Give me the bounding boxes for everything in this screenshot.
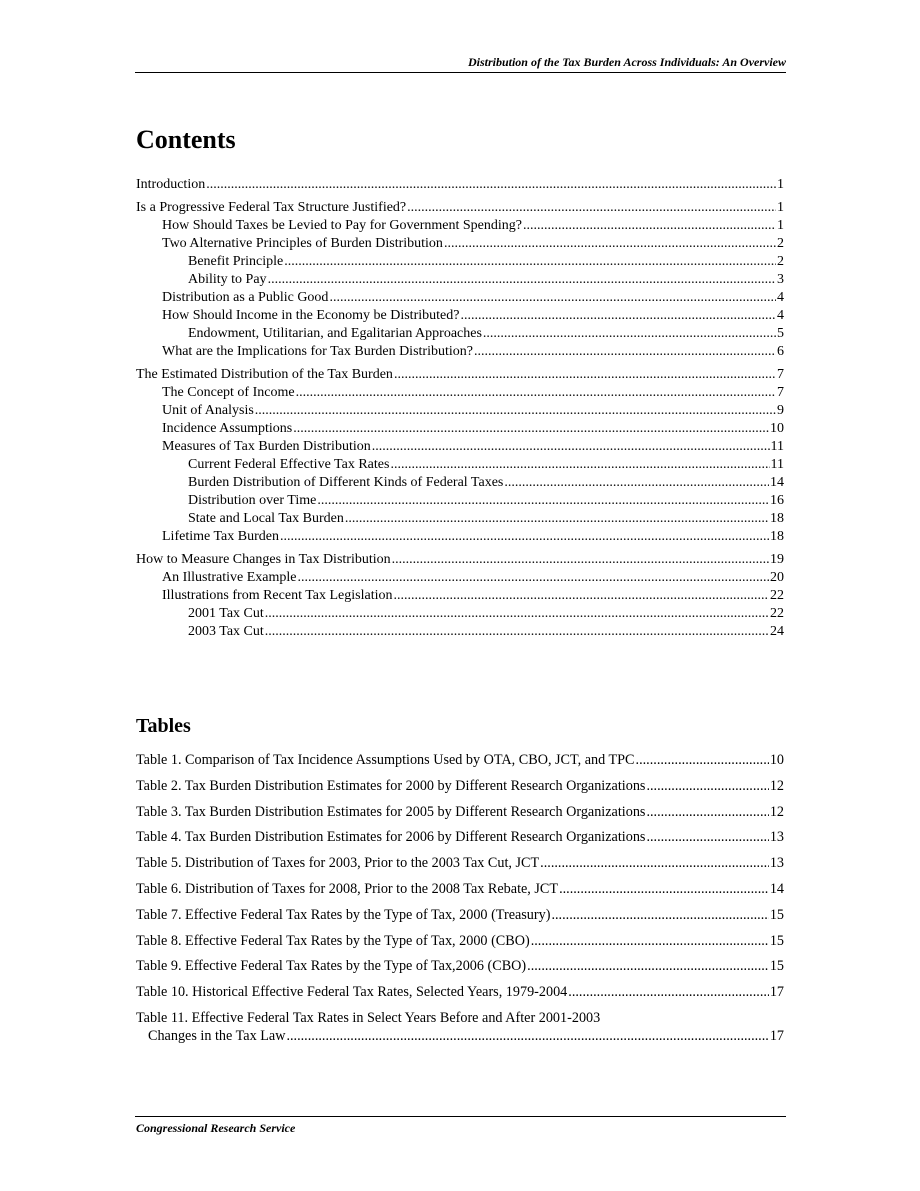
toc-entry[interactable] [136, 587, 784, 605]
toc-entry-title: Endowment, Utilitarian, and Egalitarian Approaches [188, 326, 482, 341]
toc-entry[interactable] [136, 176, 784, 194]
toc-entry[interactable] [136, 217, 784, 235]
dot-leader [293, 420, 769, 438]
dot-leader [568, 983, 769, 1001]
dot-leader [504, 474, 769, 492]
toc-page-number: 10 [769, 752, 784, 768]
toc-entry-title: Table 2. Tax Burden Distribution Estimates for 2000 by Different Research Organizations [136, 777, 646, 794]
toc-entry-title: The Estimated Distribution of the Tax Burden [136, 367, 393, 382]
toc-entry[interactable] [136, 854, 784, 872]
toc-entry-title: Table 11. Effective Federal Tax Rates in Select Years Before and After 2001-2003 [136, 1009, 601, 1026]
toc-page-number: 3 [777, 272, 784, 287]
toc-entry-title: 2003 Tax Cut [188, 624, 264, 639]
toc-entry[interactable] [136, 199, 784, 217]
toc-page-number: 20 [770, 570, 784, 585]
toc-page-number: 7 [777, 367, 784, 382]
toc-entry-title: 2001 Tax Cut [188, 606, 264, 621]
toc-entry-title: Distribution as a Public Good [162, 290, 329, 305]
dot-leader [540, 854, 769, 872]
dot-leader [284, 253, 776, 271]
dot-leader [646, 828, 768, 846]
toc-entry-title: Table 3. Tax Burden Distribution Estimates for 2005 by Different Research Organizations [136, 803, 646, 820]
toc-entry[interactable] [136, 271, 784, 289]
dot-leader [345, 510, 769, 528]
tables-title: Tables [136, 715, 191, 737]
toc-entry[interactable] [136, 456, 784, 474]
toc-entry[interactable] [136, 880, 784, 898]
dot-leader [474, 343, 776, 361]
dot-leader [646, 777, 768, 795]
dot-leader [559, 880, 769, 898]
toc-entry-title: What are the Implications for Tax Burden Distribution? [162, 344, 473, 359]
toc-page-number: 13 [769, 855, 784, 872]
toc-entry-title: Illustrations from Recent Tax Legislation [162, 588, 393, 603]
toc-page-number: 18 [770, 511, 784, 526]
toc-page-number: 13 [769, 829, 784, 846]
dot-leader [523, 217, 776, 235]
dot-leader [390, 456, 769, 474]
toc-entry[interactable] [136, 510, 784, 528]
toc-page-number: 10 [770, 421, 784, 436]
dot-leader [483, 325, 776, 343]
dot-leader [255, 402, 776, 420]
dot-leader [636, 751, 769, 769]
toc-entry-continuation [136, 1027, 784, 1045]
toc-page-number: 2 [777, 236, 784, 251]
toc-entry-title: How Should Income in the Economy be Distributed? [162, 308, 460, 323]
toc-entry-title: Table 1. Comparison of Tax Incidence Assumptions Used by OTA, CBO, JCT, and TPC [136, 752, 635, 768]
toc-entry[interactable] [136, 983, 784, 1001]
toc-entry-title: Ability to Pay [188, 272, 267, 287]
toc-page-number: 14 [769, 880, 784, 897]
contents-list [136, 176, 784, 641]
toc-entry[interactable] [136, 289, 784, 307]
toc-page-number: 4 [777, 290, 784, 305]
toc-entry[interactable] [136, 235, 784, 253]
toc-entry[interactable] [136, 751, 784, 769]
toc-entry[interactable] [136, 906, 784, 924]
dot-leader [317, 492, 769, 510]
contents-title: Contents [136, 125, 236, 154]
toc-entry[interactable] [136, 420, 784, 438]
toc-entry-title: Benefit Principle [188, 254, 284, 269]
toc-page-number: 18 [770, 529, 784, 544]
toc-entry-title: The Concept of Income [162, 385, 295, 400]
toc-page-number: 24 [770, 624, 784, 639]
toc-page-number: 5 [777, 326, 784, 341]
toc-entry[interactable] [136, 828, 784, 846]
toc-page-number: 1 [777, 177, 784, 192]
dot-leader [527, 957, 769, 975]
toc-entry-title: Burden Distribution of Different Kinds of Federal Taxes [188, 475, 504, 490]
toc-entry-title: Changes in the Tax Law [148, 1027, 286, 1044]
dot-leader [444, 235, 776, 253]
toc-entry-title: Two Alternative Principles of Burden Distribution [162, 236, 443, 251]
dot-leader [268, 271, 776, 289]
toc-entry-title: Lifetime Tax Burden [162, 529, 279, 544]
toc-entry[interactable] [136, 957, 784, 975]
dot-leader [531, 932, 769, 950]
toc-page-number: 22 [770, 588, 784, 603]
toc-entry-title: How Should Taxes be Levied to Pay for Government Spending? [162, 218, 522, 233]
running-header: Distribution of the Tax Burden Across Individuals: An Overview [467, 55, 786, 69]
toc-page-number: 11 [770, 439, 784, 454]
dot-leader [296, 384, 776, 402]
footer-rule [135, 1116, 786, 1117]
toc-entry-title: Table 8. Effective Federal Tax Rates by the Type of Tax, 2000 (CBO) [136, 932, 530, 949]
toc-entry[interactable] [136, 325, 784, 343]
toc-entry[interactable] [136, 932, 784, 950]
toc-page-number: 11 [770, 457, 784, 472]
toc-page-number: 14 [770, 475, 784, 490]
toc-entry-title: Measures of Tax Burden Distribution [162, 439, 371, 454]
toc-entry[interactable] [136, 366, 784, 384]
toc-page-number: 1 [777, 200, 784, 215]
toc-entry-title: Table 5. Distribution of Taxes for 2003, Prior to the 2003 Tax Cut, JCT [136, 855, 540, 872]
toc-page-number: 9 [777, 403, 784, 418]
toc-entry[interactable] [136, 528, 784, 546]
toc-page-number: 12 [769, 803, 784, 820]
dot-leader [646, 803, 768, 821]
toc-entry-title: Distribution over Time [188, 493, 317, 508]
toc-entry[interactable] [136, 492, 784, 510]
toc-page-number: 15 [769, 958, 784, 975]
footer-publisher: Congressional Research Service [136, 1121, 296, 1135]
toc-entry-title: Introduction [136, 177, 206, 192]
toc-page-number: 2 [777, 254, 784, 269]
toc-entry-title: How to Measure Changes in Tax Distribution [136, 552, 391, 567]
dot-leader [392, 551, 769, 569]
toc-entry-title: An Illustrative Example [162, 570, 297, 585]
toc-page-number: 7 [777, 385, 784, 400]
toc-entry-title: Table 4. Tax Burden Distribution Estimates for 2006 by Different Research Organizations [136, 829, 646, 846]
dot-leader [265, 623, 769, 641]
toc-entry[interactable] [136, 551, 784, 569]
toc-entry-title: Unit of Analysis [162, 403, 254, 418]
dot-leader [286, 1027, 768, 1045]
dot-leader [407, 199, 776, 217]
dot-leader [372, 438, 770, 456]
toc-entry-title: Current Federal Effective Tax Rates [188, 457, 390, 472]
toc-page-number: 22 [770, 606, 784, 621]
toc-entry[interactable] [136, 438, 784, 456]
toc-entry-title: Table 9. Effective Federal Tax Rates by the Type of Tax,2006 (CBO) [136, 958, 527, 975]
toc-entry-title: Table 6. Distribution of Taxes for 2008, Prior to the 2008 Tax Rebate, JCT [136, 880, 559, 897]
toc-page-number: 15 [769, 932, 784, 949]
toc-entry-title: Incidence Assumptions [162, 421, 293, 436]
dot-leader [206, 176, 776, 194]
toc-page-number: 17 [769, 984, 784, 1001]
toc-entry[interactable] [136, 253, 784, 271]
header-rule [135, 72, 786, 73]
dot-leader [394, 366, 776, 384]
toc-entry[interactable] [136, 623, 784, 641]
toc-page-number: 6 [777, 344, 784, 359]
toc-page-number: 1 [777, 218, 784, 233]
dot-leader [394, 587, 770, 605]
dot-leader [298, 569, 769, 587]
toc-page-number: 16 [770, 493, 784, 508]
toc-entry[interactable] [136, 1009, 784, 1045]
toc-entry[interactable] [136, 402, 784, 420]
toc-entry[interactable] [136, 307, 784, 325]
dot-leader [280, 528, 769, 546]
toc-entry-title: Is a Progressive Federal Tax Structure Justified? [136, 200, 407, 215]
toc-page-number: 17 [769, 1027, 784, 1044]
toc-entry[interactable] [136, 605, 784, 623]
toc-page-number: 4 [777, 308, 784, 323]
tables-list [136, 751, 784, 1053]
toc-entry[interactable] [136, 474, 784, 492]
toc-entry-title: Table 7. Effective Federal Tax Rates by the Type of Tax, 2000 (Treasury) [136, 906, 551, 923]
toc-page-number: 19 [770, 552, 784, 567]
toc-entry[interactable] [136, 803, 784, 821]
dot-leader [551, 906, 768, 924]
dot-leader [329, 289, 776, 307]
toc-page-number: 15 [769, 906, 784, 923]
dot-leader [265, 605, 769, 623]
toc-entry-title: Table 10. Historical Effective Federal Tax Rates, Selected Years, 1979-2004 [136, 984, 568, 1001]
toc-entry[interactable] [136, 777, 784, 795]
toc-page-number: 12 [769, 777, 784, 794]
toc-entry[interactable] [136, 569, 784, 587]
toc-entry[interactable] [136, 343, 784, 361]
toc-entry[interactable] [136, 384, 784, 402]
dot-leader [460, 307, 776, 325]
toc-entry-title: State and Local Tax Burden [188, 511, 344, 526]
